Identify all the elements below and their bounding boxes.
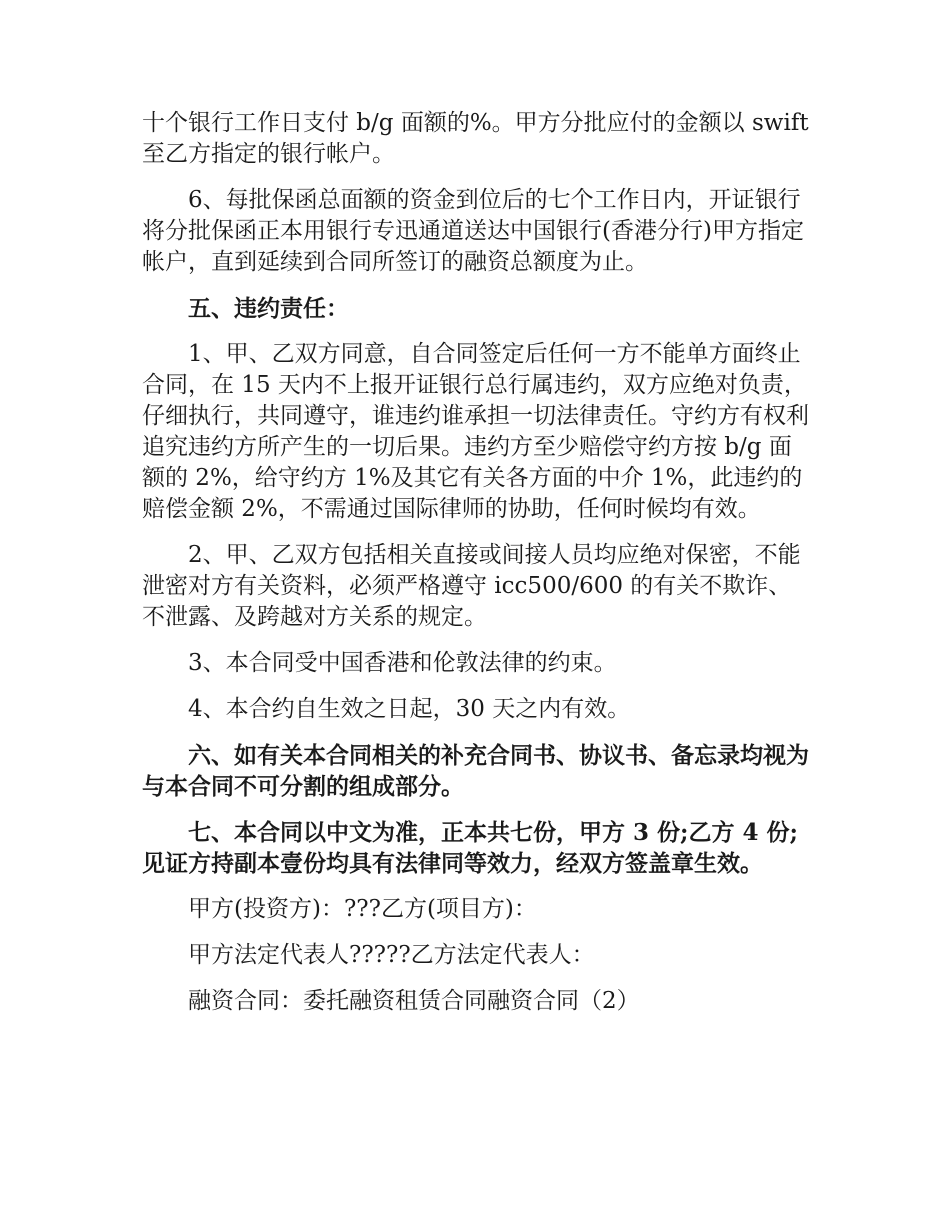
clause-5-2-paragraph: 2、甲、乙双方包括相关直接或间接人员均应绝对保密，不能泄密对方有关资料，必须严格遵守 icc500/600 的有关不欺诈、不泄露、及跨越对方关系的规定。 [142,542,801,630]
document-title-line: 融资合同：委托融资租赁合同融资合同（2） [188,988,640,1014]
payment-swift-paragraph: 十个银行工作日支付 b/g 面额的%。甲方分批应付的金额以 swift 至乙方指定的银行帐户。 [142,110,809,167]
contract-body [142,108,810,1032]
clause-5-1-paragraph: 1、甲、乙双方同意，自合同签定后任何一方不能单方面终止合同，在 15 天内不上报开证银行总行属违约，双方应绝对负责，仔细执行，共同遵守，谁违约谁承担一切法律责任。守约方有权利追究违约方所产生的一切后果。违约方至少赔偿守约方按 b/g 面额的 2%，给守约方 1%及其它有关各方面的中介 1%，此违约的赔偿金额 2%，不需通过国际律师的协助，任何时候均有效。 [142,341,809,522]
section-7-paragraph: 七、本合同以中文为准，正本共七份，甲方 3 份;乙方 4 份;见证方持副本壹份均具有法律同等效力，经双方签盖章生效。 [142,819,799,877]
clause-5-4-paragraph: 4、本合约自生效之日起，30 天之内有效。 [188,696,631,722]
section-6-paragraph: 六、如有关本合同相关的补充合同书、协议书、备忘录均视为与本合同不可分割的组成部分。 [142,742,809,800]
representatives-line: 甲方法定代表人?????乙方法定代表人： [188,942,595,968]
section-5-heading: 五、违约责任： [188,295,349,322]
parties-line: 甲方(投资方)：???乙方(项目方)： [188,896,537,922]
clause-6-paragraph: 6、每批保函总面额的资金到位后的七个工作日内，开证银行将分批保函正本用银行专迅通道送达中国银行(香港分行)甲方指定帐户，直到延续到合同所签订的融资总额度为止。 [142,187,804,275]
clause-5-3-paragraph: 3、本合同受中国香港和伦敦法律的约束。 [188,650,617,676]
